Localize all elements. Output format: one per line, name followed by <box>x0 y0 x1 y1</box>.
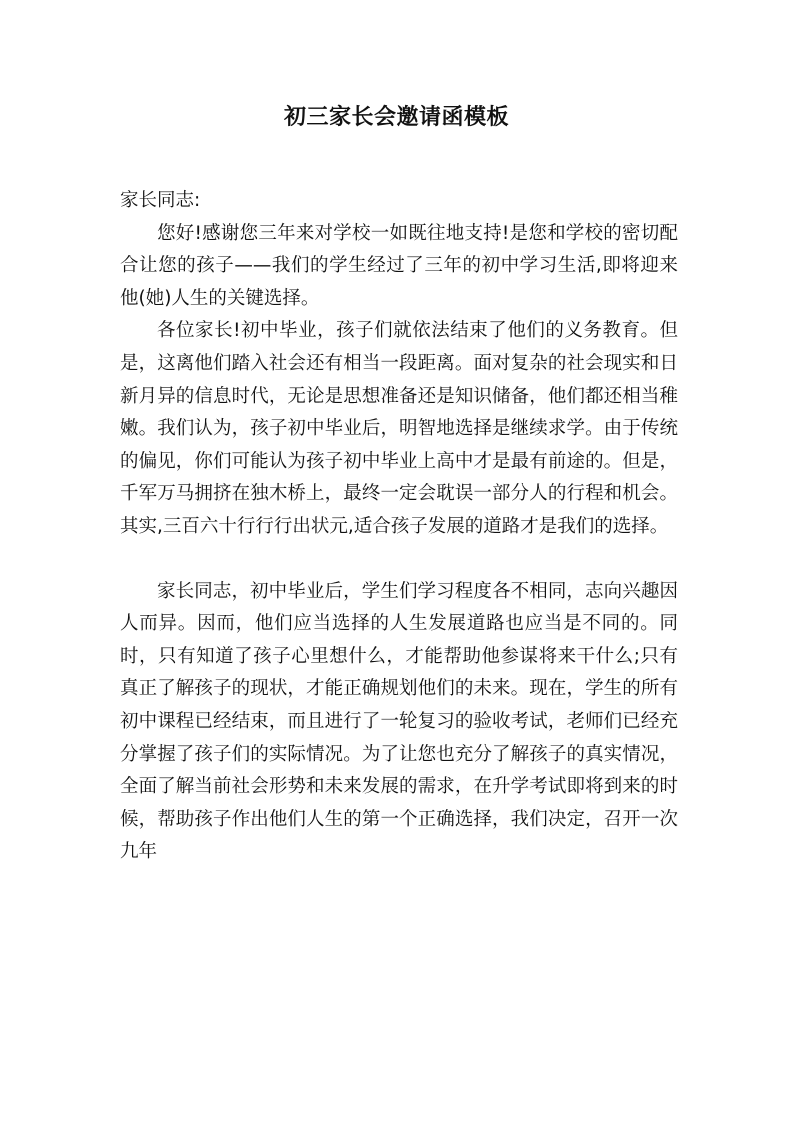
salutation: 家长同志: <box>120 190 201 211</box>
paragraph-graduation: 各位家长!初中毕业，孩子们就依法结束了他们的义务教育。但是，这离他们踏入社会还有相当一段距离。面对复杂的社会现实和日新月异的信息时代，无论是思想准备还是知识储备，他们都还相当稚嫩。我们认为，孩子初中毕业后，明智地选择是继续求学。由于传统的偏见，你们可能认为孩子初中毕业上高中才是最有前途的。但是，千军万马拥挤在独木桥上，最终一定会耽误一部分人的行程和机会。其实,三百六十行行行出状元,适合孩子发展的道路才是我们的选择。 <box>120 320 678 537</box>
paragraph-greeting: 您好!感谢您三年来对学校一如既往地支持!是您和学校的密切配合让您的孩子——我们的学生经过了三年的初中学习生活,即将迎来他(她)人生的关键选择。 <box>120 222 678 309</box>
paragraph-invitation: 家长同志，初中毕业后，学生们学习程度各不相同，志向兴趣因人而异。因而，他们应当选择的人生发展道路也应当是不同的。同时，只有知道了孩子心里想什么，才能帮助他参谋将来干什么;只有真正了解孩子的现状，才能正确规划他们的未来。现在，学生的所有初中课程已经结束，而且进行了一轮复习的验收考试，老师们已经充分掌握了孩子们的实际情况。为了让您也充分了解孩子的真实情况，全面了解当前社会形势和未来发展的需求，在升学考试即将到来的时候，帮助孩子作出他们人生的第一个正确选择，我们决定，召开一次九年 <box>120 580 678 863</box>
document-title: 初三家长会邀请函模板 <box>283 105 509 130</box>
document-body <box>120 185 678 869</box>
